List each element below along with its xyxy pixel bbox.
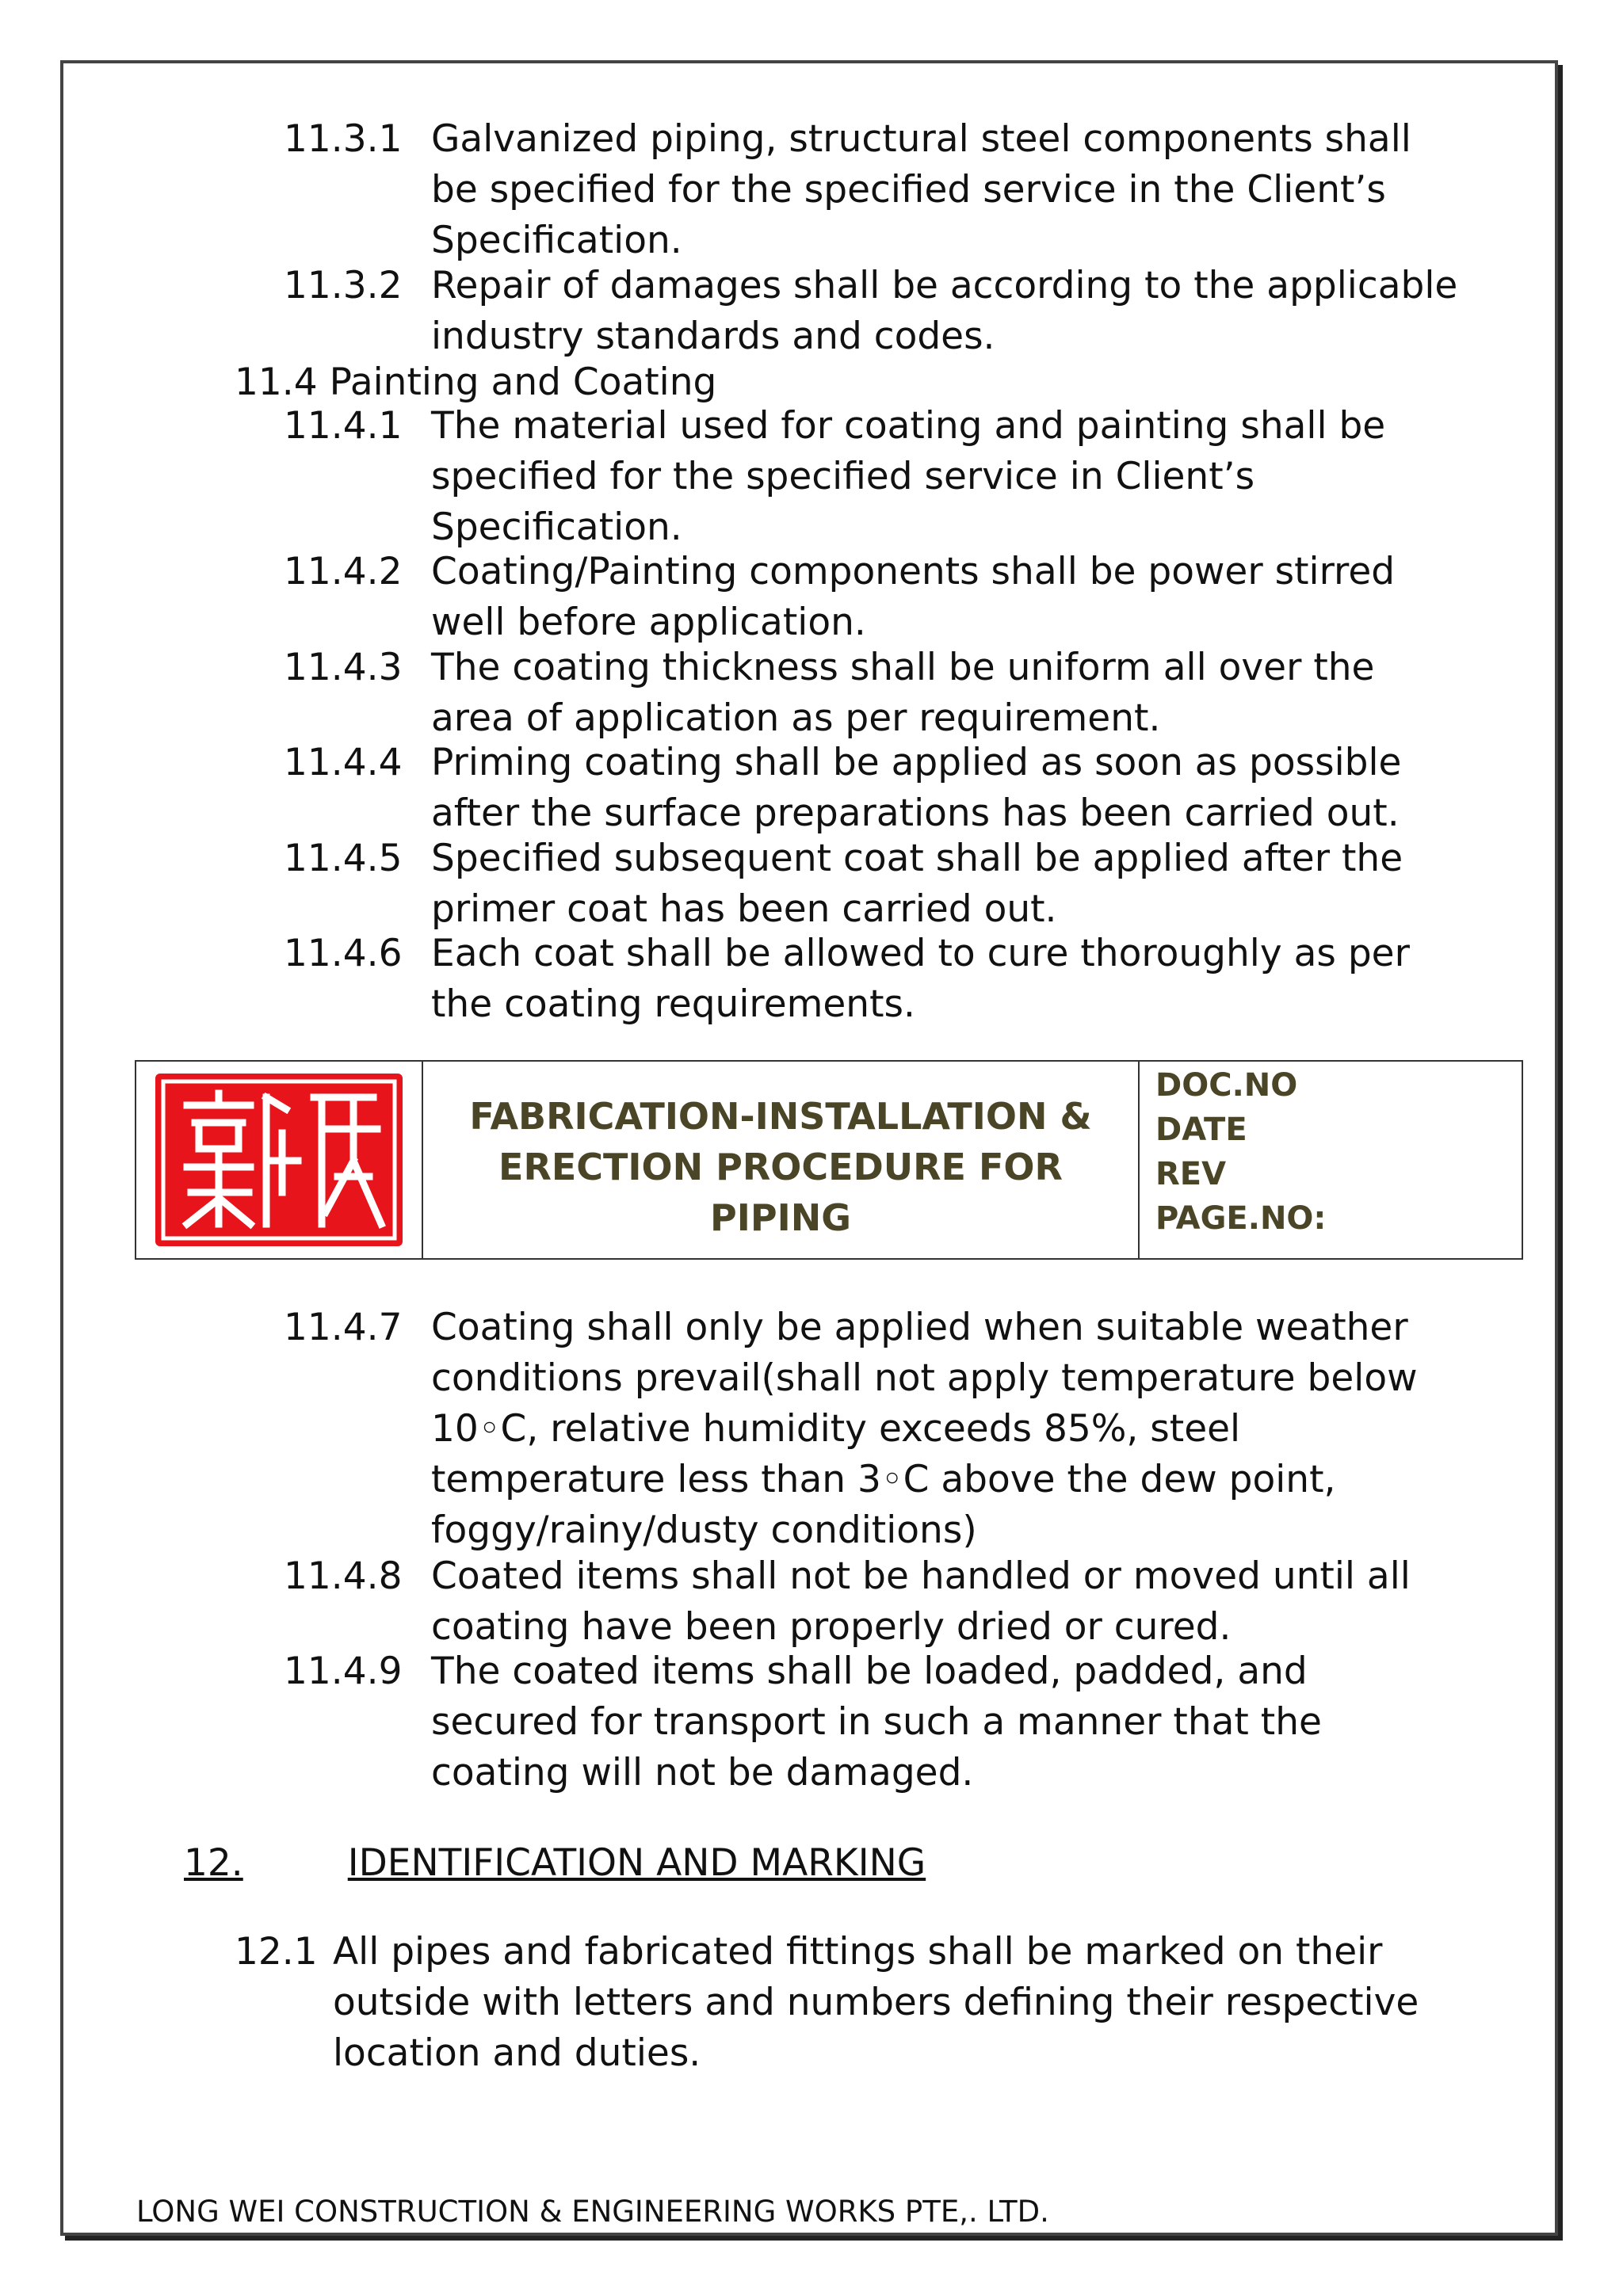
clause-number: 11.4.2	[284, 550, 403, 593]
clause-text-line: Priming coating shall be applied as soon as possible	[431, 741, 1402, 784]
clause-number: 12.1	[235, 1930, 318, 1974]
clause-text-line: Specification.	[431, 505, 682, 549]
section-heading-12	[184, 1838, 926, 1889]
clause-number: 11.4.4	[284, 741, 403, 784]
document-title-line: PIPING	[710, 1196, 851, 1239]
doc-no-label: DOC.NO	[1155, 1067, 1298, 1104]
clause-text-line: The coating thickness shall be uniform all over the	[431, 646, 1375, 689]
clause-text-line: well before application.	[431, 601, 866, 644]
clause-text-line: coating will not be damaged.	[431, 1751, 974, 1794]
clause-text-line: temperature less than 3◦C above the dew point,	[431, 1458, 1336, 1501]
clause-text-line: coating have been properly dried or cured.	[431, 1605, 1232, 1649]
clause-text-line: conditions prevail(shall not apply temperature below	[431, 1356, 1418, 1400]
document-title-line: FABRICATION-INSTALLATION &	[469, 1095, 1092, 1138]
clause-text-line: primer coat has been carried out.	[431, 887, 1057, 931]
clause-text-line: Specification.	[431, 219, 682, 262]
document-title-cell	[423, 1062, 1140, 1258]
clause-number: 11.4.6	[284, 932, 403, 975]
clause-text-line: foggy/rainy/dusty conditions)	[431, 1508, 977, 1552]
clause-text-line: Coating shall only be applied when suitable weather	[431, 1306, 1408, 1349]
clause-text-line: after the surface preparations has been carried out.	[431, 791, 1400, 835]
clause-number: 11.4.8	[284, 1554, 403, 1598]
clause-text-line: outside with letters and numbers defining their respective	[333, 1981, 1419, 2024]
document-title-line: ERECTION PROCEDURE FOR	[498, 1146, 1063, 1188]
clause-number: 11.4.5	[284, 837, 403, 880]
page-footer-company-name: LONG WEI CONSTRUCTION & ENGINEERING WORKS PTE,. LTD.	[136, 2195, 1049, 2229]
page-no-label: PAGE.NO:	[1155, 1200, 1327, 1237]
clause-number: 11.4.3	[284, 646, 403, 689]
rev-label: REV	[1155, 1156, 1227, 1192]
clause-text-line: Repair of damages shall be according to the applicable	[431, 264, 1458, 307]
clause-text-line: area of application as per requirement.	[431, 696, 1161, 740]
clause-number: 11.3.1	[284, 117, 403, 161]
clause-text-line: industry standards and codes.	[431, 315, 995, 358]
logo-cell	[136, 1062, 423, 1258]
clause-text-line: Galvanized piping, structural steel components shall	[431, 117, 1411, 161]
clause-text-line: The coated items shall be loaded, padded, and	[431, 1650, 1308, 1693]
clause-text-line: Coating/Painting components shall be power stirred	[431, 550, 1396, 593]
company-seal-logo	[155, 1074, 403, 1246]
clause-text-line: All pipes and fabricated fittings shall be marked on their	[333, 1930, 1383, 1974]
date-label: DATE	[1155, 1112, 1247, 1148]
clause-number: 11.4.7	[284, 1306, 403, 1349]
clause-number: 11.3.2	[284, 264, 403, 307]
section-number: 12.	[184, 1841, 243, 1885]
clause-text-line: Each coat shall be allowed to cure thoroughly as per	[431, 932, 1410, 975]
clause-text-line: specified for the specified service in Client’s	[431, 455, 1255, 498]
clause-text-line: 10◦C, relative humidity exceeds 85%, steel	[431, 1407, 1241, 1451]
document-header-table	[135, 1060, 1523, 1260]
clause-text-line: the coating requirements.	[431, 982, 915, 1026]
document-meta-cell	[1140, 1062, 1522, 1258]
clause-text-line: Specified subsequent coat shall be applied after the	[431, 837, 1403, 880]
clause-number: 11.4.9	[284, 1650, 403, 1693]
clause-text-line: be specified for the specified service in the Client’s	[431, 168, 1386, 212]
clause-text-line: secured for transport in such a manner that the	[431, 1700, 1322, 1744]
section-title: IDENTIFICATION AND MARKING	[347, 1841, 926, 1885]
clause-number: 11.4.1	[284, 404, 403, 448]
clause-text-line: location and duties.	[333, 2031, 701, 2075]
clause-text-line: The material used for coating and painting shall be	[431, 404, 1386, 448]
subsection-heading-11-4: 11.4 Painting and Coating	[235, 360, 717, 404]
clause-text-line: Coated items shall not be handled or moved until all	[431, 1554, 1411, 1598]
